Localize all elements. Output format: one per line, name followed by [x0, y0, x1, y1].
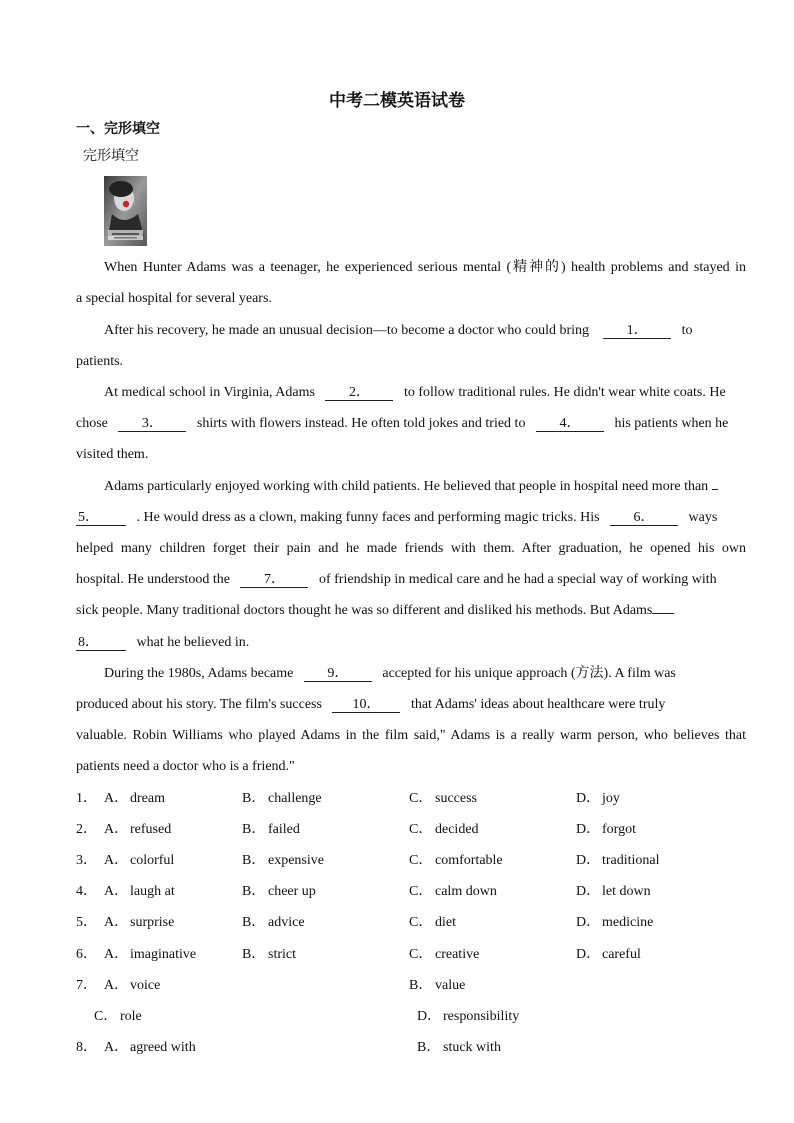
option-d[interactable]: forgot: [602, 822, 636, 837]
passage-text: accepted for his unique approach (方法). A film was: [382, 666, 676, 681]
blank-5: 5．: [76, 510, 126, 526]
option-letter: A．: [104, 947, 129, 962]
option-b[interactable]: challenge: [268, 791, 322, 806]
film-poster-image: [104, 176, 147, 246]
question-number: 8．: [76, 1040, 97, 1055]
option-letter: C．: [409, 915, 433, 930]
option-letter: B．: [242, 884, 266, 899]
option-d[interactable]: careful: [602, 947, 641, 962]
option-letter: B．: [242, 853, 266, 868]
passage-line: [76, 415, 746, 433]
option-c[interactable]: creative: [435, 947, 480, 962]
blank-7: 7．: [240, 572, 308, 588]
option-letter: A．: [104, 1040, 129, 1055]
option-d[interactable]: traditional: [602, 853, 660, 868]
option-d[interactable]: joy: [602, 791, 620, 806]
blank-9: 9．: [304, 666, 372, 682]
passage-text: shirts with flowers instead. He often told jokes and tried to: [196, 416, 526, 431]
option-letter: C．: [409, 947, 433, 962]
passage-text: At medical school in Virginia, Adams: [104, 385, 315, 400]
option-c[interactable]: success: [435, 791, 477, 806]
blank-4: 4．: [536, 416, 604, 432]
option-c[interactable]: role: [120, 1009, 142, 1024]
passage-line: valuable. Robin Williams who played Adams in the film said," Adams is a really warm person, who believes that: [76, 728, 746, 743]
option-a[interactable]: voice: [130, 978, 161, 993]
option-letter: A．: [104, 915, 129, 930]
option-letter: D．: [576, 822, 601, 837]
option-letter: C．: [409, 791, 433, 806]
question-row: [76, 1008, 756, 1026]
blank-2: 2．: [325, 385, 393, 401]
question-number: 7．: [76, 978, 97, 993]
page-title: 中考二模英语试卷: [329, 91, 465, 111]
passage-text: During the 1980s, Adams became: [104, 666, 294, 681]
option-b[interactable]: failed: [268, 822, 300, 837]
option-a[interactable]: dream: [130, 791, 165, 806]
blank-underline: [712, 489, 718, 490]
question-row: [76, 852, 756, 870]
question-number: 1．: [76, 791, 97, 806]
subsection-heading: 完形填空: [83, 148, 139, 164]
option-letter: B．: [242, 822, 266, 837]
option-b[interactable]: strict: [268, 947, 296, 962]
option-a[interactable]: colorful: [130, 853, 175, 868]
option-b[interactable]: advice: [268, 915, 305, 930]
option-a[interactable]: surprise: [130, 915, 175, 930]
passage-text: to: [681, 323, 693, 338]
option-b[interactable]: expensive: [268, 853, 324, 868]
blank-underline: [652, 613, 674, 614]
option-letter: C．: [94, 1009, 118, 1024]
passage-text: Adams particularly enjoyed working with child patients. He believed that people in hospital need more than: [104, 479, 709, 494]
question-number: 4．: [76, 884, 97, 899]
option-letter: B．: [417, 1040, 441, 1055]
passage-line: visited them.: [76, 447, 149, 462]
option-a[interactable]: agreed with: [130, 1040, 196, 1055]
question-row: [76, 883, 756, 901]
passage-text: produced about his story. The film's success: [76, 697, 322, 712]
question-number: 5．: [76, 915, 97, 930]
option-c[interactable]: decided: [435, 822, 479, 837]
option-a[interactable]: laugh at: [130, 884, 175, 899]
option-b[interactable]: value: [435, 978, 466, 993]
question-row: [76, 1039, 756, 1057]
option-d[interactable]: let down: [602, 884, 651, 899]
question-number: 6．: [76, 947, 97, 962]
option-a[interactable]: imaginative: [130, 947, 197, 962]
passage-text: hospital. He understood the: [76, 572, 230, 587]
passage-text: of friendship in medical care and he had a special way of working with: [318, 572, 717, 587]
question-row: [76, 821, 756, 839]
option-c[interactable]: comfortable: [435, 853, 503, 868]
blank-10: 10．: [332, 697, 400, 713]
passage-line: [76, 696, 746, 714]
option-letter: D．: [576, 915, 601, 930]
passage-line: [76, 509, 746, 527]
option-letter: D．: [576, 853, 601, 868]
passage-line: [76, 634, 746, 652]
option-letter: A．: [104, 822, 129, 837]
option-letter: D．: [576, 947, 601, 962]
passage-line: patients need a doctor who is a friend.": [76, 759, 295, 774]
passage-text: chose: [76, 416, 108, 431]
question-number: 2．: [76, 822, 97, 837]
option-a[interactable]: refused: [130, 822, 172, 837]
option-c[interactable]: diet: [435, 915, 456, 930]
question-row: [76, 977, 756, 995]
option-d[interactable]: medicine: [602, 915, 654, 930]
passage-line: [76, 602, 746, 620]
option-b[interactable]: cheer up: [268, 884, 316, 899]
option-letter: D．: [576, 791, 601, 806]
option-letter: B．: [242, 915, 266, 930]
question-row: [76, 946, 756, 964]
option-letter: B．: [242, 947, 266, 962]
passage-line: [104, 478, 746, 496]
option-letter: A．: [104, 853, 129, 868]
passage-line: patients.: [76, 354, 124, 369]
option-c[interactable]: calm down: [435, 884, 497, 899]
question-number: 3．: [76, 853, 97, 868]
passage-text: ways: [688, 510, 718, 525]
option-letter: C．: [409, 884, 433, 899]
option-letter: B．: [409, 978, 433, 993]
option-letter: B．: [242, 791, 266, 806]
passage-line: a special hospital for several years.: [76, 291, 272, 306]
passage-text: . He would dress as a clown, making funny faces and performing magic tricks. His: [136, 510, 600, 525]
option-letter: A．: [104, 884, 129, 899]
question-row: [76, 790, 756, 808]
option-d[interactable]: responsibility: [443, 1009, 520, 1024]
blank-3: 3．: [118, 416, 186, 432]
option-b[interactable]: stuck with: [443, 1040, 501, 1055]
passage-line: [104, 665, 746, 683]
passage-text: to follow traditional rules. He didn't wear white coats. He: [403, 385, 726, 400]
question-row: [76, 914, 756, 932]
passage-line: [76, 571, 746, 589]
option-letter: A．: [104, 791, 129, 806]
passage-text: what he believed in.: [136, 635, 250, 650]
blank-8: 8．: [76, 635, 126, 651]
option-letter: A．: [104, 978, 129, 993]
blank-1: 1．: [603, 323, 671, 339]
passage-line: [104, 322, 746, 340]
passage-line: [104, 384, 746, 402]
passage-line: When Hunter Adams was a teenager, he experienced serious mental (精神的) health problems and stayed in: [104, 260, 746, 275]
passage-text: sick people. Many traditional doctors thought he was so different and disliked his methods. But Adams: [76, 603, 653, 618]
option-letter: D．: [417, 1009, 442, 1024]
passage-text: that Adams' ideas about healthcare were truly: [410, 697, 666, 712]
section-heading: 一、完形填空: [76, 121, 160, 137]
film-poster-icon: [104, 176, 147, 246]
option-letter: C．: [409, 853, 433, 868]
passage-line: helped many children forget their pain and he made friends with them. After graduation, he opened his own: [76, 541, 746, 556]
blank-6: 6．: [610, 510, 678, 526]
passage-text: his patients when he: [614, 416, 729, 431]
option-letter: C．: [409, 822, 433, 837]
option-letter: D．: [576, 884, 601, 899]
passage-text: After his recovery, he made an unusual decision—to become a doctor who could bring: [104, 323, 590, 338]
